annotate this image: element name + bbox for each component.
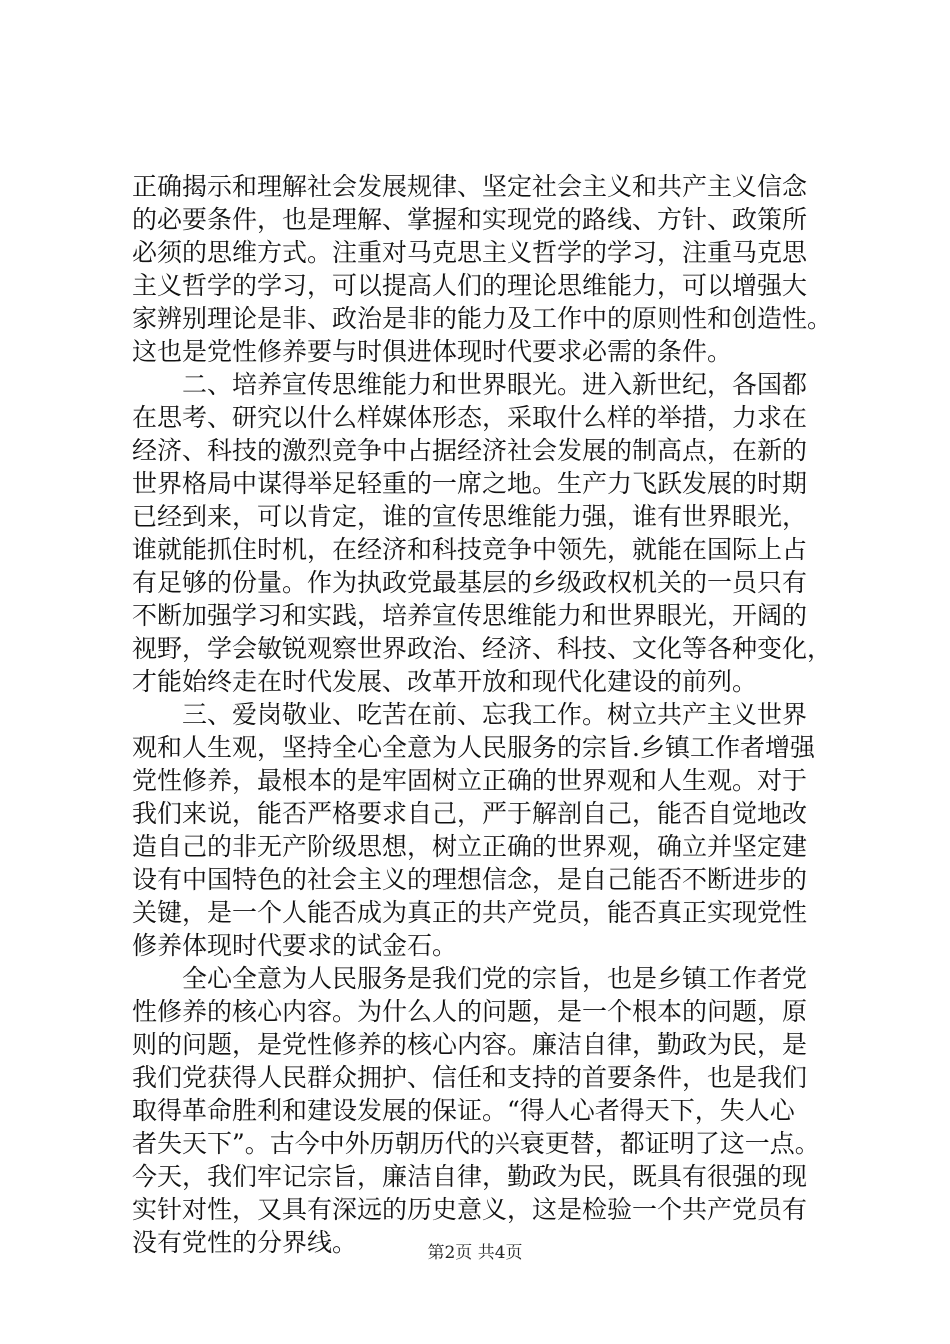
text-line: 已经到来，可以肯定，谁的宣传思维能力强，谁有世界眼光， — [132, 502, 808, 531]
text-line: 者失天下”。古今中外历朝历代的兴衰更替，都证明了这一点。 — [132, 1129, 820, 1158]
text-line: 世界格局中谋得举足轻重的一席之地。生产力飞跃发展的时期 — [132, 469, 808, 498]
text-line: 这也是党性修养要与时俱进体现时代要求必需的条件。 — [132, 337, 733, 366]
text-line: 实针对性，又具有深远的历史意义，这是检验一个共产党员有 — [132, 1195, 808, 1224]
text-line: 在思考、研究以什么样媒体形态，采取什么样的举措，力求在 — [132, 403, 808, 432]
text-line: 取得革命胜利和建设发展的保证。“得人心者得天下，失人心 — [132, 1096, 795, 1125]
text-line: 今天，我们牢记宗旨，廉洁自律，勤政为民，既具有很强的现 — [132, 1162, 808, 1191]
text-line: 经济、科技的激烈竞争中占据经济社会发展的制高点，在新的 — [132, 436, 808, 465]
paragraph-heading-line: 三、爱岗敬业、吃苦在前、忘我工作。树立共产主义世界 — [182, 700, 808, 729]
text-line: 关键，是一个人能否成为真正的共产党员，能否真正实现党性 — [132, 898, 808, 927]
text-line: 的必要条件，也是理解、掌握和实现党的路线、方针、政策所 — [132, 205, 808, 234]
text-line: 有足够的份量。作为执政党最基层的乡级政权机关的一员只有 — [132, 568, 808, 597]
text-line: 视野，学会敏锐观察世界政治、经济、科技、文化等各种变化， — [132, 634, 833, 663]
paragraph-start-line: 全心全意为人民服务是我们党的宗旨，也是乡镇工作者党 — [182, 964, 808, 993]
text-line: 我们党获得人民群众拥护、信任和支持的首要条件，也是我们 — [132, 1063, 808, 1092]
text-line: 设有中国特色的社会主义的理想信念，是自己能否不断进步的 — [132, 865, 808, 894]
text-line: 性修养的核心内容。为什么人的问题，是一个根本的问题，原 — [132, 997, 808, 1026]
text-line: 谁就能抓住时机，在经济和科技竞争中领先，就能在国际上占 — [132, 535, 808, 564]
text-line: 造自己的非无产阶级思想，树立正确的世界观，确立并坚定建 — [132, 832, 808, 861]
text-line: 我们来说，能否严格要求自己，严于解剖自己，能否自觉地改 — [132, 799, 808, 828]
text-line: 必须的思维方式。注重对马克思主义哲学的学习，注重马克思 — [132, 238, 808, 267]
text-line: 正确揭示和理解社会发展规律、坚定社会主义和共产主义信念 — [132, 172, 808, 201]
text-line: 主义哲学的学习，可以提高人们的理论思维能力，可以增强大 — [132, 271, 808, 300]
text-line: 观和人生观，坚持全心全意为人民服务的宗旨.乡镇工作者增强 — [132, 733, 815, 762]
text-line: 家辨别理论是非、政治是非的能力及工作中的原则性和创造性。 — [132, 304, 833, 333]
text-line: 才能始终走在时代发展、改革开放和现代化建设的前列。 — [132, 667, 758, 696]
paragraph-heading-line: 二、培养宣传思维能力和世界眼光。进入新世纪，各国都 — [182, 370, 808, 399]
text-line: 没有党性的分界线。 — [132, 1228, 358, 1257]
body-text — [132, 170, 852, 1259]
text-line: 党性修养，最根本的是牢固树立正确的世界观和人生观。对于 — [132, 766, 808, 795]
text-line: 则的问题，是党性修养的核心内容。廉洁自律，勤政为民，是 — [132, 1030, 808, 1059]
page-number-footer: 第2页 共4页 — [427, 1243, 523, 1263]
text-line: 不断加强学习和实践，培养宣传思维能力和世界眼光，开阔的 — [132, 601, 808, 630]
text-line: 修养体现时代要求的试金石。 — [132, 931, 458, 960]
